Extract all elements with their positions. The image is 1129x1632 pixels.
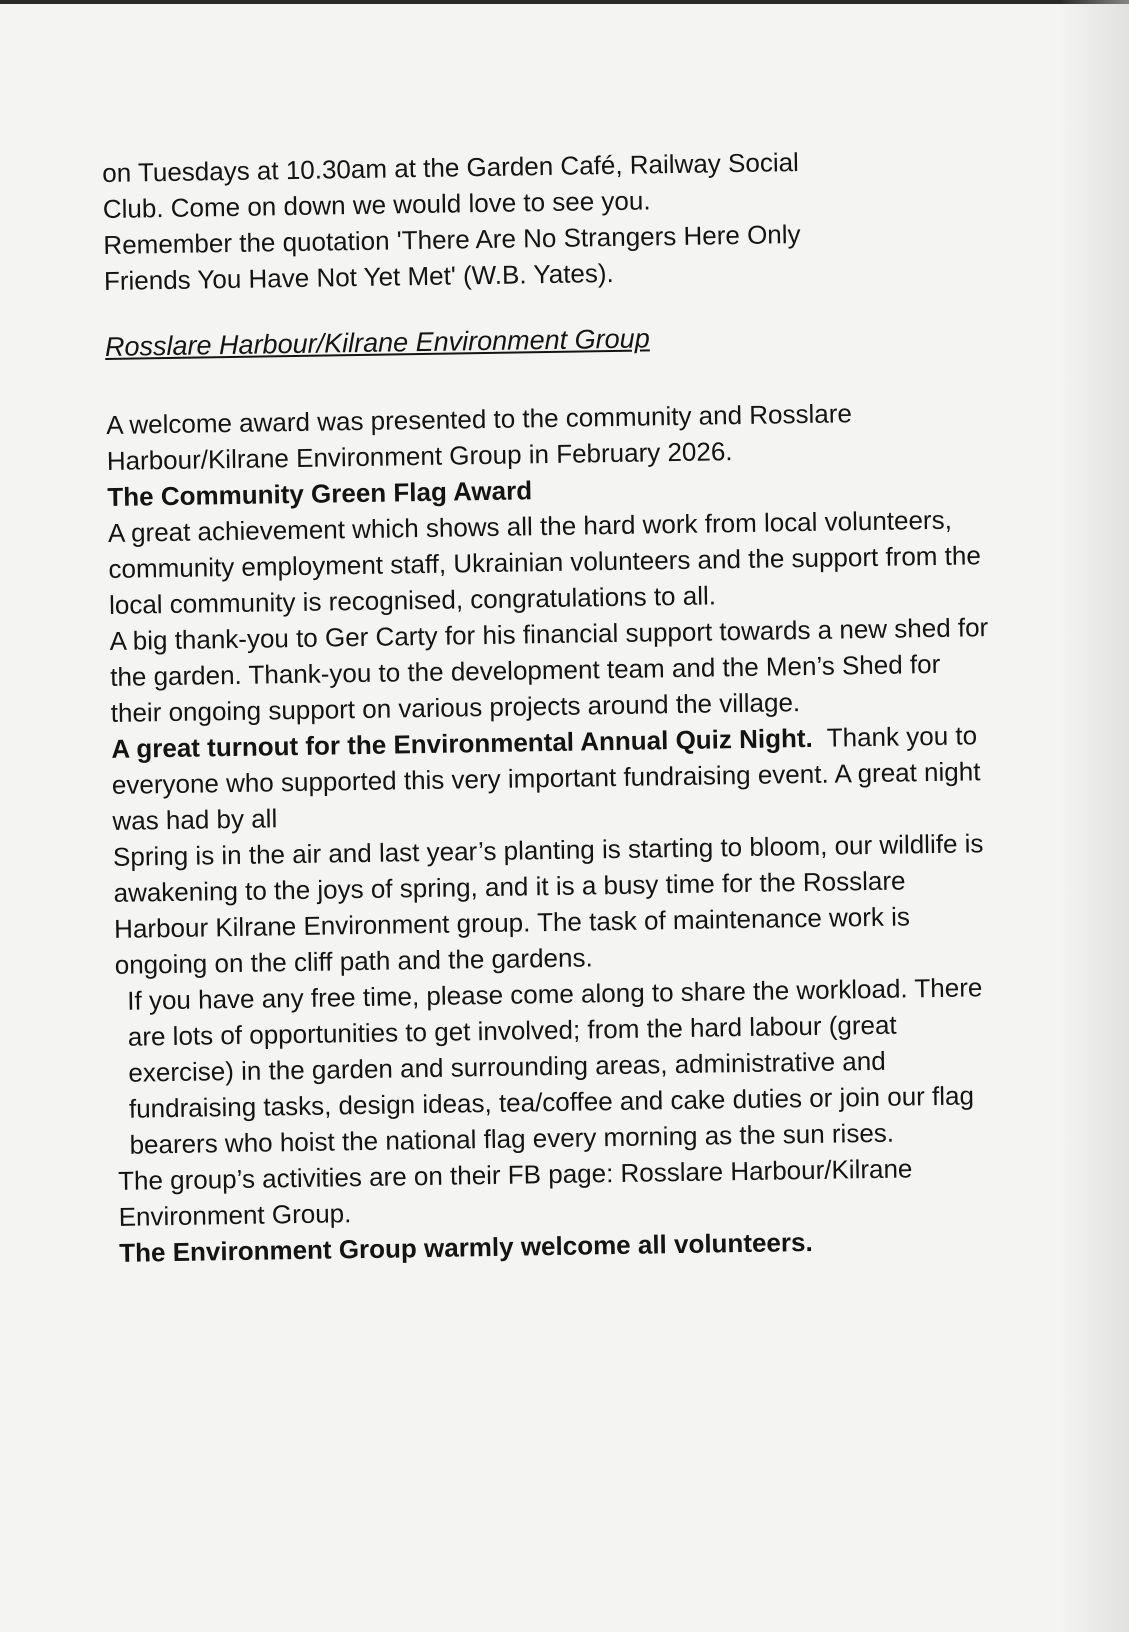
quiz-text: Thank you to everyone who supported this very important fundraising event. A great night was had by all (111, 720, 981, 836)
intro-line: Friends You Have Not Yet Met' (W.B. Yates). (103, 257, 614, 296)
section-heading: Rosslare Harbour/Kilrane Environment Group (104, 323, 650, 362)
quiz-paragraph (111, 717, 993, 839)
award-intro-paragraph: A welcome award was presented to the community and Rosslare Harbour/Kilrane Environment Group in February 2026. (106, 398, 853, 476)
award-title: The Community Green Flag Award (107, 475, 533, 512)
facebook-paragraph: The group’s activities are on their FB page: Rosslare Harbour/Kilrane Environment Group. (117, 1153, 913, 1232)
intro-line: on Tuesdays at 10.30am at the Garden Café, Railway Social (102, 147, 800, 188)
intro-line: Club. Come on down we would love to see you. (102, 185, 651, 224)
quiz-title: A great turnout for the Environmental Annual Quiz Night. (111, 722, 813, 764)
volunteer-paragraph: If you have any free time, please come along to share the workload. There are lots of opportunities to get involved; from the hard labour (great exercise) in the garden and surrounding areas, administrative and fundraising tasks, design ideas, tea/coffee and cake duties or join our flag bearers who hoist the national flag every morning as the sun rises. (127, 972, 983, 1160)
newsletter-page (102, 141, 999, 1271)
thanks-paragraph: A big thank-you to Ger Carty for his financial support towards a new shed for the garden. Thank-you to the development team and the Men’s Shed for their ongoing support on various projects around the village. (109, 612, 989, 728)
page-edge-shadow (1059, 0, 1129, 1632)
award-paragraph: A great achievement which shows all the hard work from local volunteers, community employment staff, Ukrainian volunteers and the support from the local community is recognised, congratulations to all. (107, 504, 982, 620)
closing-line: The Environment Group warmly welcome all volunteers. (119, 1226, 813, 1268)
page-top-border (0, 0, 1129, 4)
intro-line: Remember the quotation 'There Are No Strangers Here Only (103, 219, 801, 260)
spring-paragraph: Spring is in the air and last year’s planting is starting to bloom, our wildlife is awakening to the joys of spring, and it is a busy time for the Rosslare Harbour Kilrane Environment group. The task of maintenance work is ongoing on the cliff path and the gardens. (112, 828, 984, 980)
